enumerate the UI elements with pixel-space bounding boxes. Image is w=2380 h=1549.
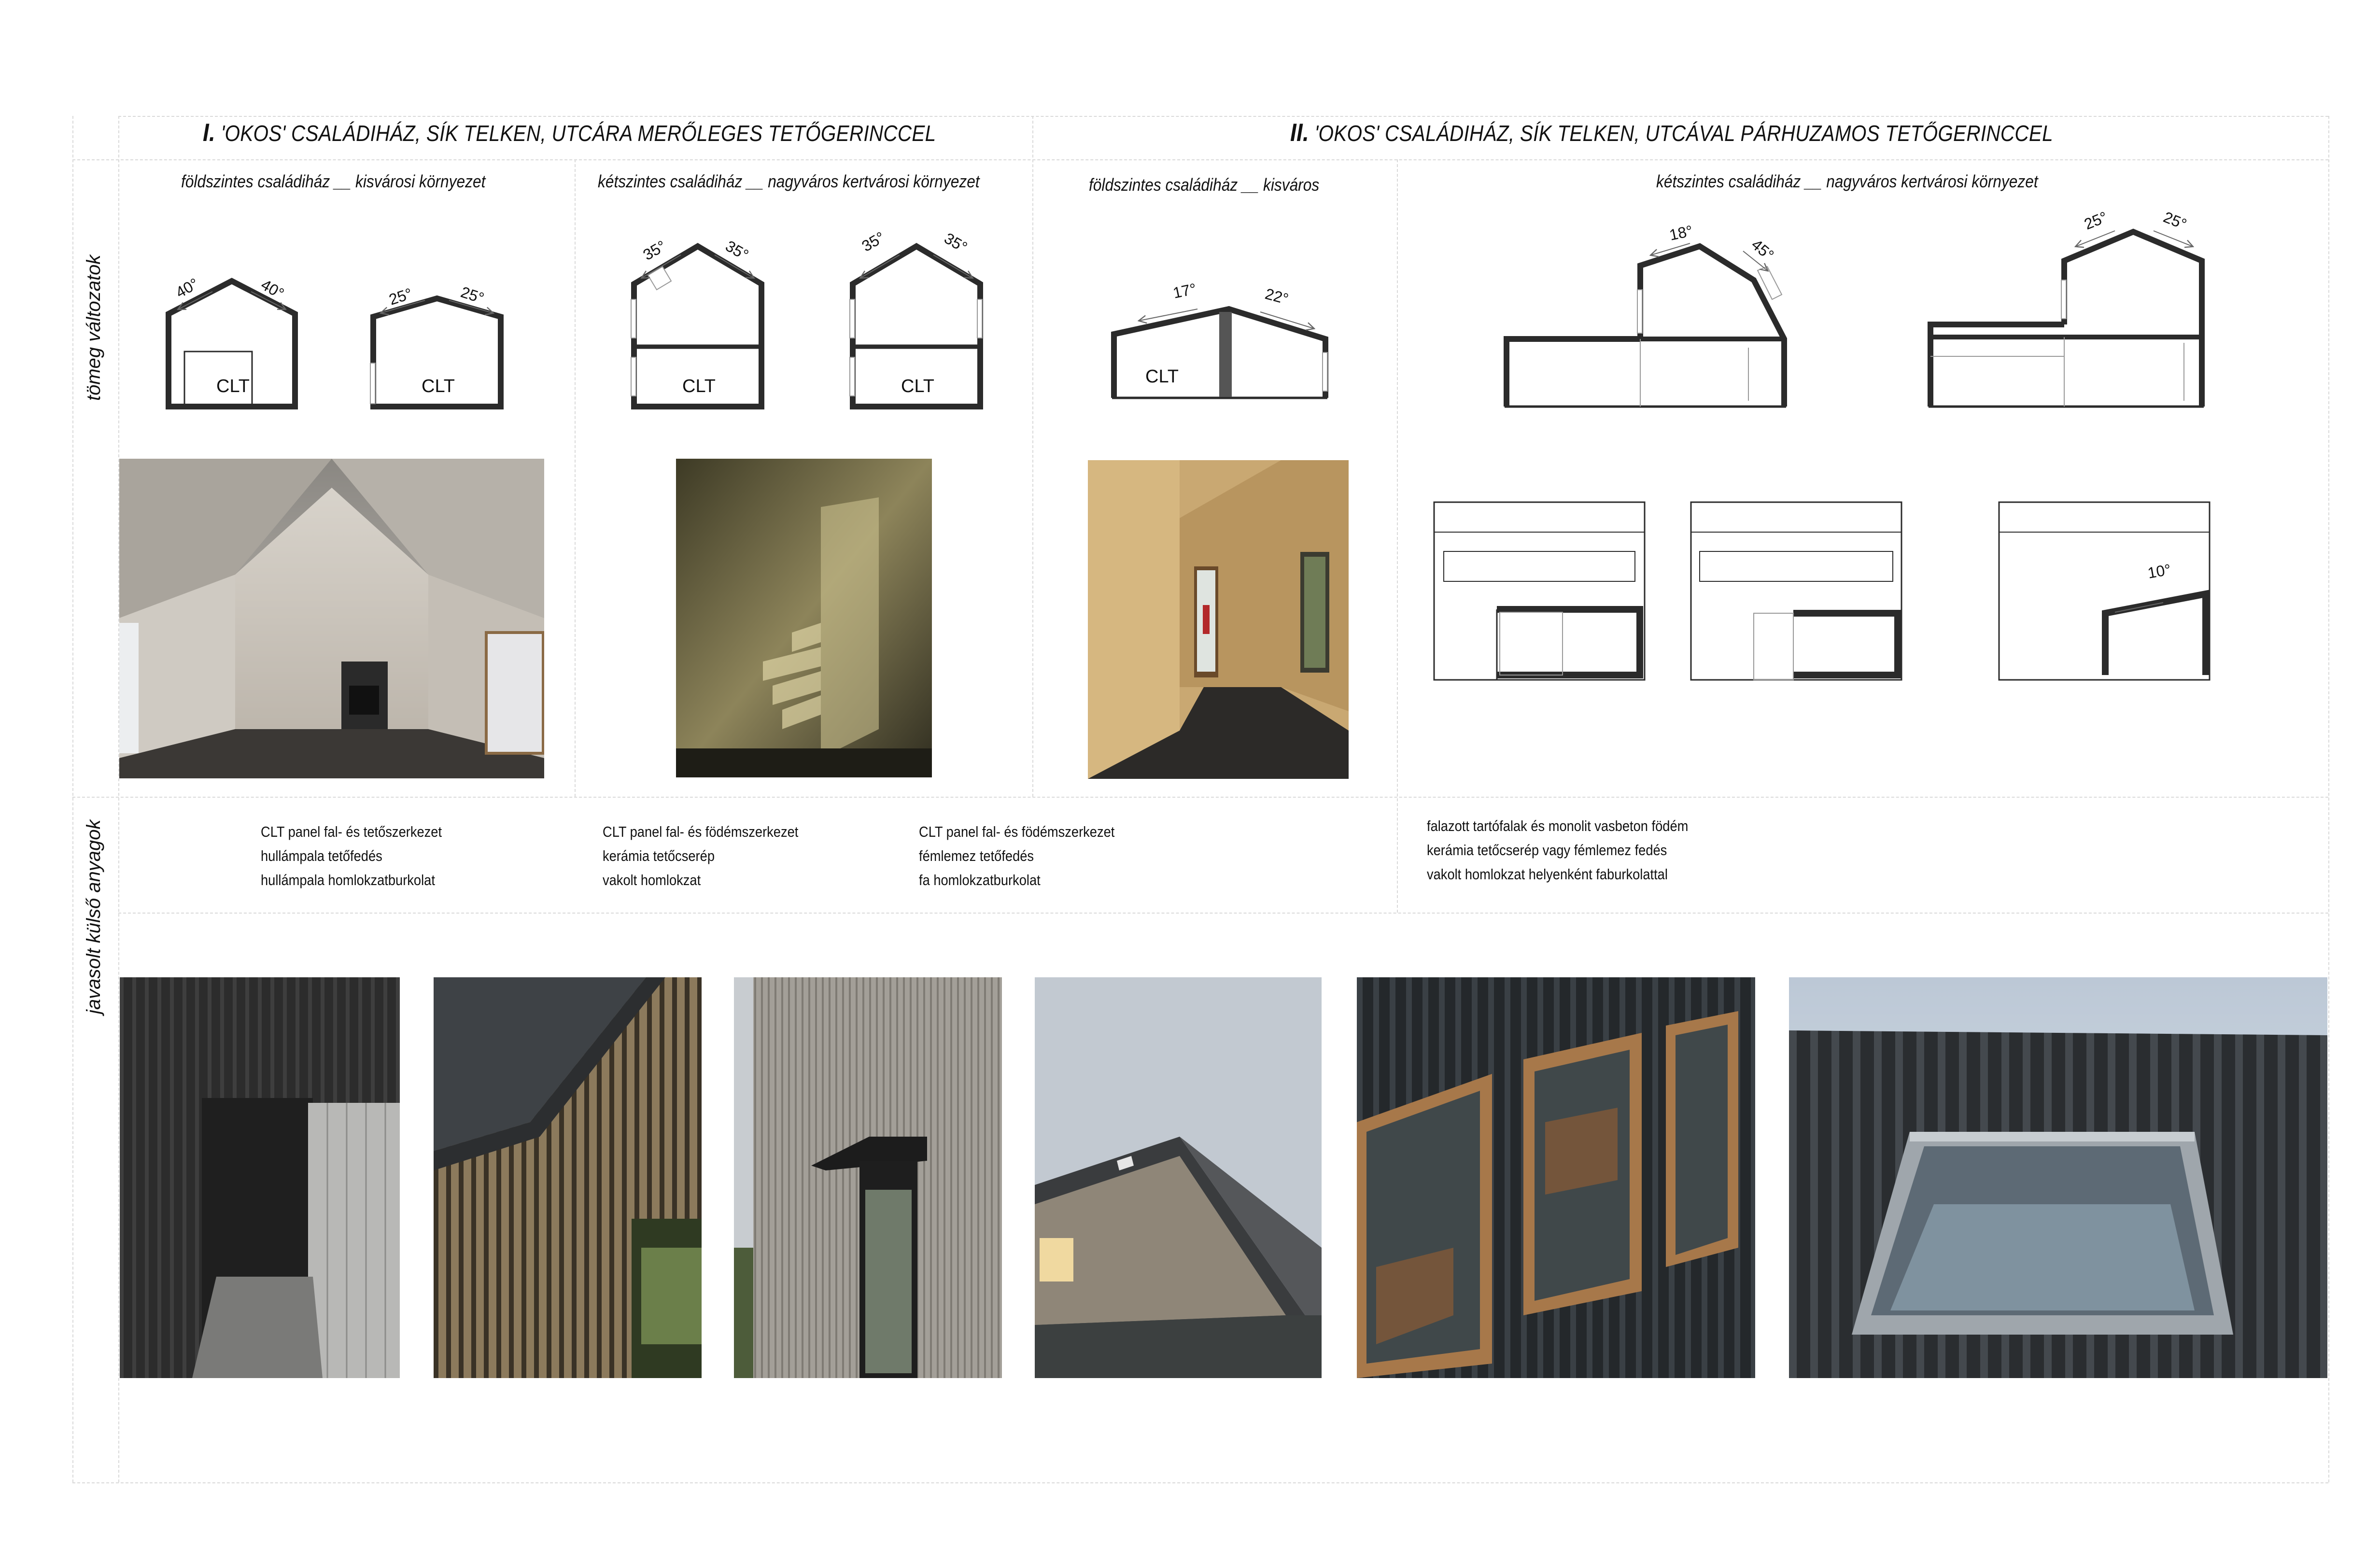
exterior-photo-2 bbox=[434, 977, 702, 1378]
angle-label: 40° bbox=[258, 275, 287, 303]
elevation-1 bbox=[1434, 502, 1645, 680]
section-title-text: 'OKOS' CSALÁDIHÁZ, SÍK TELKEN, UTCÁRA MERŐLEGES TETŐGERINCCEL bbox=[221, 121, 936, 146]
massing-diagrams bbox=[0, 0, 2380, 435]
material-line: hullámpala homlokzatburkolat bbox=[261, 872, 435, 888]
clt-label: CLT bbox=[422, 376, 455, 396]
clt-label: CLT bbox=[216, 376, 250, 396]
materials-block-2 bbox=[603, 820, 798, 892]
massing-house-6 bbox=[1505, 246, 1786, 407]
clt-label: CLT bbox=[1145, 366, 1179, 387]
subtitle-2: kétszintes családiház __ nagyváros kertvárosi környezet bbox=[598, 171, 980, 191]
grid-line bbox=[118, 913, 2328, 914]
section-number: II. bbox=[1290, 119, 1309, 147]
angle-label: 35° bbox=[722, 237, 752, 264]
side-label-massing: tömeg változatok bbox=[83, 254, 104, 401]
interior-photo-1 bbox=[119, 459, 544, 778]
angle-label: 10° bbox=[2146, 561, 2172, 582]
exterior-photo-5 bbox=[1357, 977, 1755, 1378]
grid-line bbox=[72, 1482, 2328, 1483]
massing-house-7 bbox=[1929, 232, 2204, 407]
angle-label: 25° bbox=[458, 283, 486, 307]
side-label-materials: javasolt külső anyagok bbox=[83, 819, 104, 1014]
angle-label: 22° bbox=[1263, 284, 1291, 308]
section-number: I. bbox=[203, 119, 215, 147]
subtitle-4: kétszintes családiház __ nagyváros kertvárosi környezet bbox=[1656, 171, 2038, 191]
section-title-text: 'OKOS' CSALÁDIHÁZ, SÍK TELKEN, UTCÁVAL PÁRHUZAMOS TETŐGERINCCEL bbox=[1314, 121, 2053, 146]
material-line: fémlemez tetőfedés bbox=[919, 847, 1034, 864]
material-line: falazott tartófalak és monolit vasbeton födém bbox=[1427, 817, 1689, 834]
exterior-photo-1 bbox=[120, 977, 400, 1378]
angle-label: 45° bbox=[1748, 235, 1777, 264]
material-line: vakolt homlokzat helyenként faburkolattal bbox=[1427, 866, 1668, 883]
material-line: vakolt homlokzat bbox=[603, 872, 701, 888]
subtitle-3: földszintes családiház __ kisváros bbox=[1089, 175, 1320, 195]
material-line: CLT panel fal- és födémszerkezet bbox=[919, 823, 1115, 840]
angle-label: 18° bbox=[1667, 222, 1694, 244]
angle-label: 35° bbox=[640, 237, 669, 264]
elevation-3 bbox=[1999, 502, 2210, 680]
grid-line bbox=[72, 797, 2328, 798]
material-line: kerámia tetőcserép bbox=[603, 847, 715, 864]
interior-photo-2 bbox=[676, 459, 932, 777]
elevation-2 bbox=[1691, 502, 1901, 680]
angle-label: 25° bbox=[2082, 208, 2110, 233]
material-line: fa homlokzatburkolat bbox=[919, 872, 1041, 888]
material-line: CLT panel fal- és tetőszerkezet bbox=[261, 823, 442, 840]
angle-label: 25° bbox=[2161, 208, 2189, 233]
subtitle-1: földszintes családiház __ kisvárosi környezet bbox=[181, 171, 486, 191]
exterior-photo-4 bbox=[1035, 977, 1322, 1378]
exterior-photo-6 bbox=[1789, 977, 2327, 1378]
angle-label: 25° bbox=[387, 284, 415, 309]
angle-label: 35° bbox=[859, 228, 888, 255]
materials-block-1 bbox=[261, 820, 442, 892]
material-line: CLT panel fal- és födémszerkezet bbox=[603, 823, 799, 840]
clt-label: CLT bbox=[901, 376, 934, 396]
exterior-photo-3 bbox=[734, 977, 1002, 1378]
angle-label: 35° bbox=[941, 229, 971, 256]
material-line: hullámpala tetőfedés bbox=[261, 847, 382, 864]
interior-photo-3 bbox=[1088, 460, 1349, 779]
angle-label: 40° bbox=[172, 274, 202, 302]
materials-block-3 bbox=[919, 820, 1114, 892]
clt-label: CLT bbox=[682, 376, 716, 396]
elevation-diagrams bbox=[1429, 497, 2221, 681]
material-line: kerámia tetőcserép vagy fémlemez fedés bbox=[1427, 842, 1667, 859]
materials-block-4 bbox=[1427, 814, 1688, 887]
angle-label: 17° bbox=[1171, 280, 1198, 302]
